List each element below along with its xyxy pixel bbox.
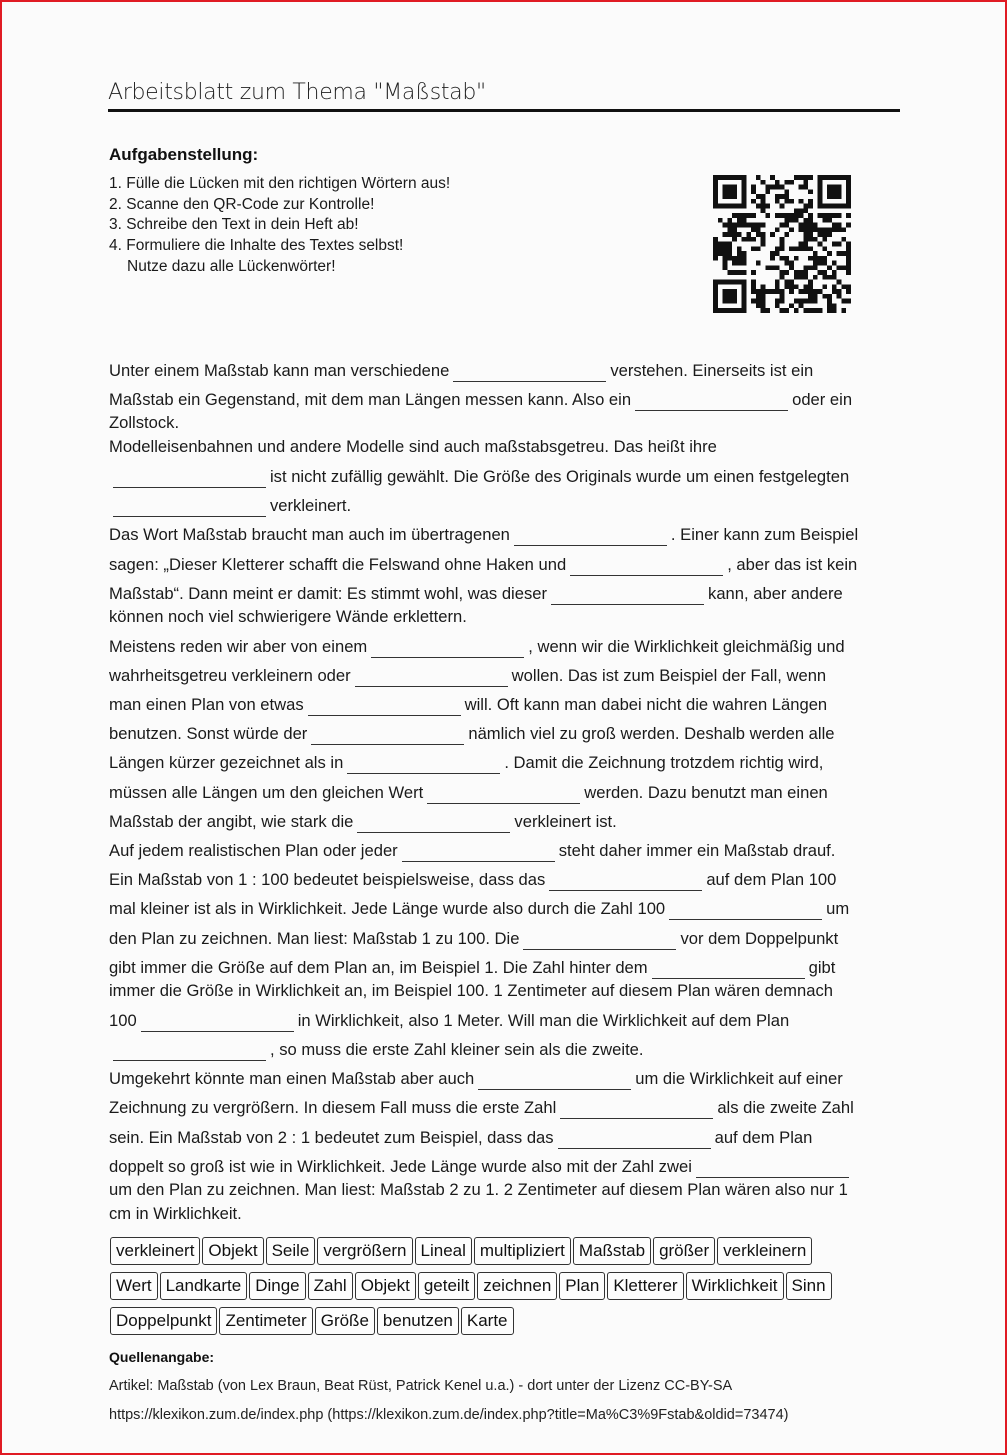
word-chip: Kletterer [607, 1272, 683, 1300]
text-segment: ist nicht zufällig gewählt. Die Größe des Originals wurde um einen festgelegten [270, 466, 850, 486]
blank-gap[interactable] [113, 465, 266, 488]
text-line [109, 833, 899, 862]
word-chip: Größe [315, 1307, 375, 1335]
word-chip: Zahl [308, 1272, 353, 1300]
task-heading: Aufgabenstellung: [109, 145, 259, 164]
word-chip: verkleinert [110, 1237, 200, 1265]
blank-gap[interactable] [141, 1009, 294, 1032]
word-chip: benutzen [377, 1307, 459, 1335]
source-article: Artikel: Maßstab (von Lex Braun, Beat Rüst, Patrick Kenel u.a.) - dort unter der Lizenz CC-BY-SA [109, 1378, 733, 1394]
word-chip: zeichnen [477, 1272, 557, 1300]
blank-gap[interactable] [113, 1038, 266, 1061]
text-segment: verkleinert. [270, 496, 352, 516]
blank-gap[interactable] [311, 722, 464, 745]
blank-gap[interactable] [357, 810, 510, 833]
text-line [109, 1120, 899, 1149]
text-segment: in Wirklichkeit, also 1 Meter. Will man die Wirklichkeit auf dem Plan [297, 1010, 790, 1030]
text-segment: verkleinert ist. [514, 811, 617, 831]
word-chip: Wirklichkeit [686, 1272, 784, 1300]
text-segment: auf dem Plan 100 [706, 870, 837, 890]
word-chip: Objekt [355, 1272, 416, 1300]
word-chip: Sinn [786, 1272, 832, 1300]
text-segment: sein. Ein Maßstab von 2 : 1 bedeutet zum Beispiel, dass das [109, 1127, 554, 1147]
task-item: Nutze dazu alle Lückenwörter! [127, 257, 336, 275]
text-segment: mal kleiner ist als in Wirklichkeit. Jede Länge wurde also durch die Zahl 100 [109, 899, 666, 919]
blank-gap[interactable] [523, 927, 676, 950]
text-line [109, 687, 899, 716]
word-bank-row [110, 1272, 900, 1307]
blank-gap[interactable] [355, 664, 508, 687]
task-item: 3. Schreibe den Text in dein Heft ab! [109, 216, 359, 234]
blank-gap[interactable] [453, 359, 606, 382]
text-line [109, 382, 899, 411]
text-segment: man einen Plan von etwas [109, 695, 304, 715]
text-segment: cm in Wirklichkeit. [109, 1203, 242, 1223]
source-heading: Quellenangabe: [109, 1349, 215, 1365]
text-segment: Längen kürzer gezeichnet als in [109, 753, 344, 773]
task-item: 4. Formuliere die Inhalte des Textes selbst! [109, 237, 404, 255]
text-segment: , wenn wir die Wirklichkeit gleichmäßig und [528, 636, 845, 656]
word-bank-row [110, 1237, 900, 1272]
text-line [109, 1090, 899, 1119]
word-chip: Karte [461, 1307, 514, 1335]
text-segment: Maßstab“. Dann meint er damit: Es stimmt wohl, was dieser [109, 583, 548, 603]
text-segment: Maßstab ein Gegenstand, mit dem man Längen messen kann. Also ein [109, 390, 632, 410]
text-line [109, 716, 899, 745]
blank-gap[interactable] [371, 635, 524, 658]
word-chip: Zentimeter [219, 1307, 312, 1335]
text-line [109, 605, 899, 629]
blank-gap[interactable] [635, 388, 788, 411]
text-segment: vor dem Doppelpunkt [680, 928, 839, 948]
text-segment: immer die Größe in Wirklichkeit an, im Beispiel 100. 1 Zentimeter auf diesem Plan wären demnach [109, 980, 833, 1000]
cloze-text [109, 353, 899, 1225]
text-segment: 100 [109, 1010, 137, 1030]
text-segment: verstehen. Einerseits ist ein [610, 361, 814, 380]
text-segment: werden. Dazu benutzt man einen [584, 782, 828, 802]
text-segment: . Damit die Zeichnung trotzdem richtig wird, [504, 753, 824, 773]
text-segment: sagen: „Dieser Kletterer schafft die Felswand ohne Haken und [109, 554, 567, 574]
text-segment: um den Plan zu zeichnen. Man liest: Maßstab 2 zu 1. 2 Zentimeter auf diesem Plan wären also nur 1 [109, 1179, 848, 1199]
text-segment: Maßstab der angibt, wie stark die [109, 811, 354, 831]
text-segment: müssen alle Längen um den gleichen Wert [109, 782, 424, 802]
page-title: Arbeitsblatt zum Thema "Maßstab" [108, 80, 900, 112]
text-segment: den Plan zu zeichnen. Man liest: Maßstab 1 zu 100. Die [109, 928, 520, 948]
text-segment: gibt [808, 957, 836, 977]
text-segment: nämlich viel zu groß werden. Deshalb werden alle [468, 724, 835, 744]
blank-gap[interactable] [558, 1126, 711, 1149]
text-segment: steht daher immer ein Maßstab drauf. [558, 841, 836, 861]
text-segment: , so muss die erste Zahl kleiner sein als die zweite. [270, 1039, 644, 1059]
qr-code-icon [713, 175, 851, 313]
word-chip: Maßstab [573, 1237, 651, 1265]
word-chip: größer [653, 1237, 715, 1265]
word-chip: Plan [559, 1272, 605, 1300]
word-chip: Seile [266, 1237, 316, 1265]
text-line [109, 576, 899, 605]
blank-gap[interactable] [551, 582, 704, 605]
task-item: 2. Scanne den QR-Code zur Kontrolle! [109, 195, 375, 213]
text-line [109, 517, 899, 546]
blank-gap[interactable] [669, 897, 822, 920]
word-chip: multipliziert [474, 1237, 571, 1265]
text-segment: will. Oft kann man dabei nicht die wahren Längen [464, 695, 828, 715]
blank-gap[interactable] [570, 553, 723, 576]
text-line [109, 658, 899, 687]
text-segment: Auf jedem realistischen Plan oder jeder [109, 841, 398, 861]
word-chip: vergrößern [317, 1237, 412, 1265]
text-segment: wollen. Das ist zum Beispiel der Fall, wenn [511, 665, 827, 685]
blank-gap[interactable] [402, 839, 555, 862]
word-chip: Doppelpunkt [110, 1307, 217, 1335]
text-line [109, 1149, 899, 1178]
text-line [109, 950, 899, 979]
blank-gap[interactable] [113, 494, 266, 517]
text-line [109, 353, 899, 382]
text-line [109, 804, 899, 833]
text-segment: Meistens reden wir aber von einem [109, 636, 368, 656]
text-line [109, 411, 899, 435]
text-line [109, 1032, 899, 1061]
text-segment: . Einer kann zum Beispiel [670, 525, 859, 545]
text-line [109, 921, 899, 950]
text-segment: , aber das ist kein [727, 554, 858, 574]
text-segment: auf dem Plan [714, 1127, 813, 1147]
text-segment: Zeichnung zu vergrößern. In diesem Fall muss die erste Zahl [109, 1098, 557, 1118]
text-segment: Zollstock. [109, 413, 180, 433]
word-chip: verkleinern [717, 1237, 812, 1265]
blank-gap[interactable] [427, 781, 580, 804]
text-segment: doppelt so groß ist wie in Wirklichkeit. Jede Länge wurde also mit der Zahl zwei [109, 1156, 692, 1176]
word-chip: Wert [110, 1272, 158, 1300]
text-segment: gibt immer die Größe auf dem Plan an, im Beispiel 1. Die Zahl hinter dem [109, 957, 648, 977]
text-line [109, 547, 899, 576]
word-chip: Dinge [249, 1272, 305, 1300]
text-line [109, 1178, 899, 1202]
blank-gap[interactable] [549, 868, 702, 891]
text-segment: um die Wirklichkeit auf einer [635, 1069, 843, 1089]
word-chip: Objekt [202, 1237, 263, 1265]
text-segment: Modelleisenbahnen und andere Modelle sind auch maßstabsgetreu. Das heißt ihre [109, 437, 717, 457]
text-segment: um [826, 899, 850, 919]
word-chip: Lineal [415, 1237, 472, 1265]
text-segment: Ein Maßstab von 1 : 100 bedeutet beispielsweise, dass das [109, 870, 546, 890]
text-line [109, 891, 899, 920]
text-segment: als die zweite Zahl [717, 1098, 854, 1118]
text-line [109, 629, 899, 658]
text-line [109, 775, 899, 804]
word-bank-row [110, 1307, 900, 1342]
text-line [109, 979, 899, 1003]
text-line [109, 459, 899, 488]
text-segment: Unter einem Maßstab kann man verschiedene [109, 361, 450, 380]
text-segment: wahrheitsgetreu verkleinern oder [109, 665, 351, 685]
text-segment: Umgekehrt könnte man einen Maßstab aber auch [109, 1069, 475, 1089]
text-line [109, 745, 899, 774]
blank-gap[interactable] [478, 1067, 631, 1090]
source-url: https://klexikon.zum.de/index.php (https://klexikon.zum.de/index.php?title=Ma%C3%9Fstab&oldid=73474) [109, 1407, 789, 1423]
text-line [109, 1003, 899, 1032]
task-list [109, 174, 450, 278]
text-segment: Das Wort Maßstab braucht man auch im übertragenen [109, 525, 510, 545]
word-bank [110, 1237, 900, 1342]
text-segment: kann, aber andere [708, 583, 843, 603]
blank-gap[interactable] [696, 1155, 849, 1178]
word-chip: Landkarte [160, 1272, 248, 1300]
text-line [109, 1202, 899, 1226]
text-line [109, 488, 899, 517]
text-line [109, 862, 899, 891]
blank-gap[interactable] [308, 693, 461, 716]
text-segment: benutzen. Sonst würde der [109, 724, 308, 744]
text-segment: oder ein [792, 390, 853, 410]
text-line [109, 435, 899, 459]
text-line [109, 1061, 899, 1090]
text-segment: können noch viel schwierigere Wände erklettern. [109, 606, 467, 626]
word-chip: geteilt [418, 1272, 475, 1300]
blank-gap[interactable] [560, 1096, 713, 1119]
task-item: 1. Fülle die Lücken mit den richtigen Wörtern aus! [109, 175, 451, 192]
blank-gap[interactable] [347, 751, 500, 774]
blank-gap[interactable] [514, 523, 667, 546]
blank-gap[interactable] [652, 956, 805, 979]
